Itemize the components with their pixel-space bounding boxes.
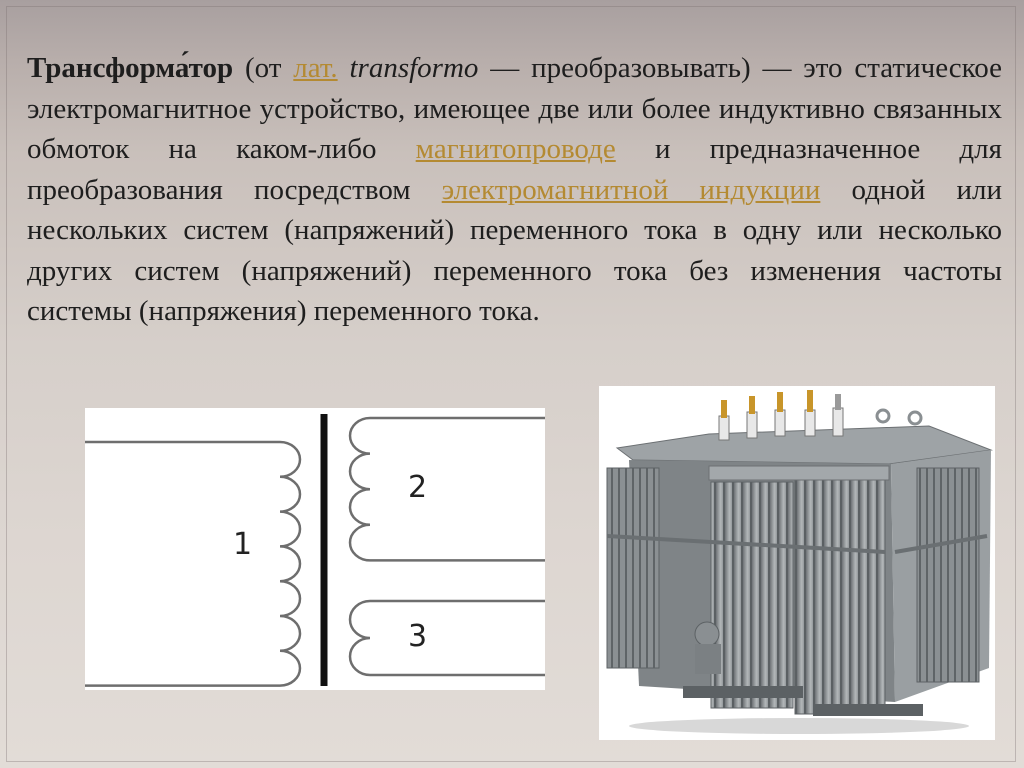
winding-label-1: 1: [233, 527, 253, 562]
winding-label-3: 3: [408, 619, 428, 654]
definition-part-5: одной или нескольких систем (напряжений) переменного тока в одну или несколько других систем (напряжений) переменного тока без изменения частоты системы (напряжения) переменного тока.: [27, 173, 1002, 327]
winding-label-2: 2: [408, 470, 428, 505]
link-magnetic-core[interactable]: магнитопроводе: [415, 133, 616, 165]
link-electromagnetic-induction[interactable]: электромагнитной индукции: [441, 173, 821, 206]
latin-word: transformo: [349, 52, 479, 84]
link-lat[interactable]: лат.: [293, 52, 338, 84]
transformer-schematic: [85, 408, 545, 690]
definition-part-2: [338, 52, 350, 84]
definition-part-4: и предназначенное для преобразования посредством: [27, 133, 1002, 206]
definition-part-3: — преобразовывать) — это статическое электромагнитное устройство, имеющее две или более индуктивно связанных обмоток на каком-либо: [27, 52, 1003, 165]
secondary-winding-2: [350, 418, 545, 560]
definition-part-1: (от: [233, 52, 294, 84]
definition-text: [27, 48, 1002, 332]
transformer-photo: [599, 386, 995, 740]
secondary-winding-3: [350, 601, 545, 675]
primary-winding: [85, 442, 300, 686]
term-transformer: Трансформа́тор: [27, 52, 234, 84]
